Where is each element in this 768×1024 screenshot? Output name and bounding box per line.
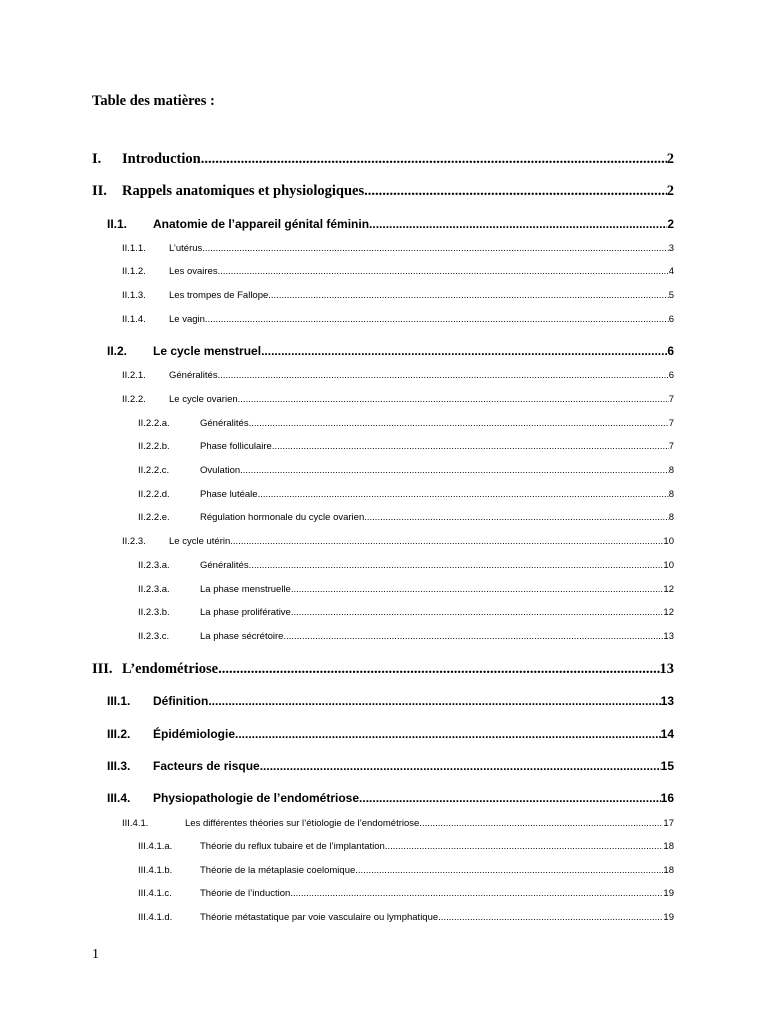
toc-entry-label: La phase sécrétoire xyxy=(200,631,284,642)
dot-leader xyxy=(201,151,667,168)
dot-leader xyxy=(261,344,667,358)
toc-entry-ii-2-2-c[interactable] xyxy=(138,465,674,483)
toc-entry-number: III.4.1.c. xyxy=(138,888,172,899)
toc-entry-ii-2-3-c[interactable] xyxy=(138,631,674,649)
toc-entry-number: II.2.2. xyxy=(122,394,146,405)
dot-leader xyxy=(218,370,669,381)
dot-leader xyxy=(258,489,669,500)
toc-entry-ii-1-1[interactable] xyxy=(122,243,674,261)
toc-entry-label: Ovulation xyxy=(200,465,241,476)
toc-entry-iii-2[interactable] xyxy=(107,727,674,745)
toc-entry-page: 6 xyxy=(668,314,674,325)
toc-entry-ii-2-3-b[interactable] xyxy=(138,607,674,625)
toc-entry-iii-3[interactable] xyxy=(107,759,674,777)
toc-entry-page: 18 xyxy=(663,841,674,852)
toc-entry-page: 8 xyxy=(668,512,674,523)
toc-entry-label: Généralités xyxy=(200,560,249,571)
toc-entry-number: II.1.3. xyxy=(122,290,146,301)
toc-entry-number: II. xyxy=(92,183,107,199)
toc-entry-page: 5 xyxy=(668,290,674,301)
toc-entry-iii-1[interactable] xyxy=(107,694,674,712)
toc-entry-ii-2-3-a-2[interactable] xyxy=(138,584,674,602)
toc-entry-iii-4-1-a[interactable] xyxy=(138,841,674,859)
toc-entry-label: La phase proliférative xyxy=(200,607,291,618)
toc-entry-ii-2-3[interactable] xyxy=(122,536,674,554)
toc-entry-number: III.4.1.d. xyxy=(138,912,173,923)
toc-entry-ii-1-2[interactable] xyxy=(122,266,674,284)
toc-entry-label: Régulation hormonale du cycle ovarien xyxy=(200,512,365,523)
toc-entry-ii-2[interactable] xyxy=(107,344,674,362)
toc-entry-number: III.4.1.b. xyxy=(138,865,173,876)
toc-entry-ii-2-2-b[interactable] xyxy=(138,441,674,459)
dot-leader xyxy=(238,394,669,405)
toc-entry-page: 13 xyxy=(663,631,674,642)
toc-entry-number: II.2.3. xyxy=(122,536,146,547)
toc-entry-label: Épidémiologie xyxy=(153,727,236,741)
toc-entry-label: Physiopathologie de l’endométriose xyxy=(153,791,360,805)
dot-leader xyxy=(364,183,667,200)
toc-entry-iii-4[interactable] xyxy=(107,791,674,809)
dot-leader xyxy=(268,290,668,301)
toc-entry-number: III. xyxy=(92,661,113,677)
toc-entry-label: Anatomie de l’appareil génital féminin xyxy=(153,217,370,231)
dot-leader xyxy=(260,759,661,773)
toc-entry-number: II.1.4. xyxy=(122,314,146,325)
dot-leader xyxy=(364,512,668,523)
toc-entry-label: Théorie du reflux tubaire et de l’implantation xyxy=(200,841,385,852)
toc-entry-number: II.2.3.c. xyxy=(138,631,170,642)
toc-entry-number: II.2.1. xyxy=(122,370,146,381)
toc-entry-page: 3 xyxy=(668,243,674,254)
toc-entry-label: Les ovaires xyxy=(169,266,218,277)
toc-entry-ii-1-4[interactable] xyxy=(122,314,674,332)
toc-entry-number: III.4. xyxy=(107,791,131,805)
toc-entry-label: Les différentes théories sur l’étiologie de l’endométriose xyxy=(185,818,420,829)
dot-leader xyxy=(235,727,661,741)
toc-entry-page: 19 xyxy=(663,888,674,899)
toc-entry-label: L’utérus xyxy=(169,243,203,254)
toc-entry-page: 15 xyxy=(660,759,674,773)
toc-entry-label: Les trompes de Fallope xyxy=(169,290,269,301)
toc-entry-label: Généralités xyxy=(200,418,249,429)
toc-entry-number: II.2.2.c. xyxy=(138,465,170,476)
toc-entry-number: III.1. xyxy=(107,694,131,708)
toc-entry-number: II.1.2. xyxy=(122,266,146,277)
toc-entry-page: 12 xyxy=(663,584,674,595)
toc-entry-page: 6 xyxy=(668,370,674,381)
dot-leader xyxy=(205,314,669,325)
toc-entry-page: 13 xyxy=(660,694,674,708)
toc-entry-label: Théorie de la métaplasie coelomique xyxy=(200,865,356,876)
toc-entry-number: II.2.2.e. xyxy=(138,512,170,523)
dot-leader xyxy=(291,584,664,595)
dot-leader xyxy=(438,912,663,923)
dot-leader xyxy=(385,841,664,852)
toc-entry-page: 17 xyxy=(663,818,674,829)
toc-entry-page: 2 xyxy=(666,183,674,199)
toc-entry-page: 16 xyxy=(660,791,674,805)
toc-entry-label: Le cycle utérin xyxy=(169,536,231,547)
toc-entry-label: La phase menstruelle xyxy=(200,584,291,595)
toc-entry-label: L’endométriose xyxy=(122,661,219,677)
toc-entry-page: 7 xyxy=(668,418,674,429)
toc-entry-page: 2 xyxy=(667,217,674,231)
toc-title: Table des matières : xyxy=(92,93,215,109)
toc-entry-page: 14 xyxy=(660,727,674,741)
toc-entry-iii-4-1-d[interactable] xyxy=(138,912,674,930)
toc-entry-number: III.3. xyxy=(107,759,131,773)
toc-entry-label: Théorie métastatique par voie vasculaire ou lymphatique xyxy=(200,912,439,923)
dot-leader xyxy=(249,560,664,571)
toc-entry-number: II.2.2.a. xyxy=(138,418,170,429)
toc-entry-page: 12 xyxy=(663,607,674,618)
dot-leader xyxy=(208,694,660,708)
toc-entry-number: II.1. xyxy=(107,217,128,231)
toc-entry-page: 8 xyxy=(668,465,674,476)
toc-entry-page: 7 xyxy=(668,394,674,405)
toc-entry-ii-2-3-a-1[interactable] xyxy=(138,560,674,578)
toc-entry-number: II.2.3.a. xyxy=(138,560,170,571)
toc-entry-ii-1-3[interactable] xyxy=(122,290,674,308)
dot-leader xyxy=(218,266,669,277)
toc-entry-label: Phase folliculaire xyxy=(200,441,272,452)
toc-entry-label: Rappels anatomiques et physiologiques xyxy=(122,183,365,199)
toc-entry-ii-2-2[interactable] xyxy=(122,394,674,412)
dot-leader xyxy=(272,441,669,452)
page-number: 1 xyxy=(92,947,99,962)
toc-entry-ii-2-1[interactable] xyxy=(122,370,674,388)
toc-entry-page: 2 xyxy=(666,151,674,167)
toc-entry-ii-2-2-e[interactable] xyxy=(138,512,674,530)
toc-entry-label: Théorie de l’induction xyxy=(200,888,291,899)
toc-entry-label: Le cycle menstruel xyxy=(153,344,262,358)
toc-entry-page: 6 xyxy=(667,344,674,358)
toc-entry-number: II.2.3.b. xyxy=(138,607,170,618)
toc-entry-number: III.4.1. xyxy=(122,818,149,829)
toc-entry-i[interactable] xyxy=(92,151,674,169)
dot-leader xyxy=(419,818,663,829)
dot-leader xyxy=(249,418,669,429)
toc-entry-ii-2-2-a[interactable] xyxy=(138,418,674,436)
dot-leader xyxy=(202,243,668,254)
dot-leader xyxy=(291,607,664,618)
toc-entry-iii-4-1-b[interactable] xyxy=(138,865,674,883)
toc-entry-number: II.2. xyxy=(107,344,128,358)
dot-leader xyxy=(240,465,669,476)
toc-entry-page: 10 xyxy=(663,536,674,547)
dot-leader xyxy=(359,791,661,805)
toc-entry-number: II.1.1. xyxy=(122,243,146,254)
toc-entry-page: 13 xyxy=(659,661,674,677)
toc-entry-page: 8 xyxy=(668,489,674,500)
toc-entry-label: Introduction xyxy=(122,151,201,167)
toc-entry-label: Phase lutéale xyxy=(200,489,258,500)
toc-entry-number: I. xyxy=(92,151,102,167)
dot-leader xyxy=(355,865,663,876)
toc-entry-number: III.2. xyxy=(107,727,131,741)
toc-entry-label: Facteurs de risque xyxy=(153,759,260,773)
toc-entry-page: 19 xyxy=(663,912,674,923)
toc-entry-iii[interactable] xyxy=(92,661,674,679)
toc-entry-ii[interactable] xyxy=(92,183,674,201)
toc-entry-number: II.2.2.d. xyxy=(138,489,170,500)
toc-entry-label: Généralités xyxy=(169,370,218,381)
dot-leader xyxy=(369,217,667,231)
toc-entry-label: Définition xyxy=(153,694,209,708)
toc-entry-ii-2-2-d[interactable] xyxy=(138,489,674,507)
toc-entry-label: Le cycle ovarien xyxy=(169,394,238,405)
toc-entry-ii-1[interactable] xyxy=(107,217,674,235)
toc-entry-number: III.4.1.a. xyxy=(138,841,173,852)
dot-leader xyxy=(283,631,663,642)
dot-leader xyxy=(218,661,659,678)
toc-entry-iii-4-1[interactable] xyxy=(122,818,674,836)
toc-entry-page: 18 xyxy=(663,865,674,876)
toc-entry-label: Le vagin xyxy=(169,314,205,325)
toc-entry-iii-4-1-c[interactable] xyxy=(138,888,674,906)
toc-entry-number: II.2.3.a. xyxy=(138,584,170,595)
toc-entry-page: 7 xyxy=(668,441,674,452)
toc-entry-page: 10 xyxy=(663,560,674,571)
dot-leader xyxy=(290,888,663,899)
toc-entry-page: 4 xyxy=(668,266,674,277)
dot-leader xyxy=(230,536,663,547)
toc-entry-number: II.2.2.b. xyxy=(138,441,170,452)
